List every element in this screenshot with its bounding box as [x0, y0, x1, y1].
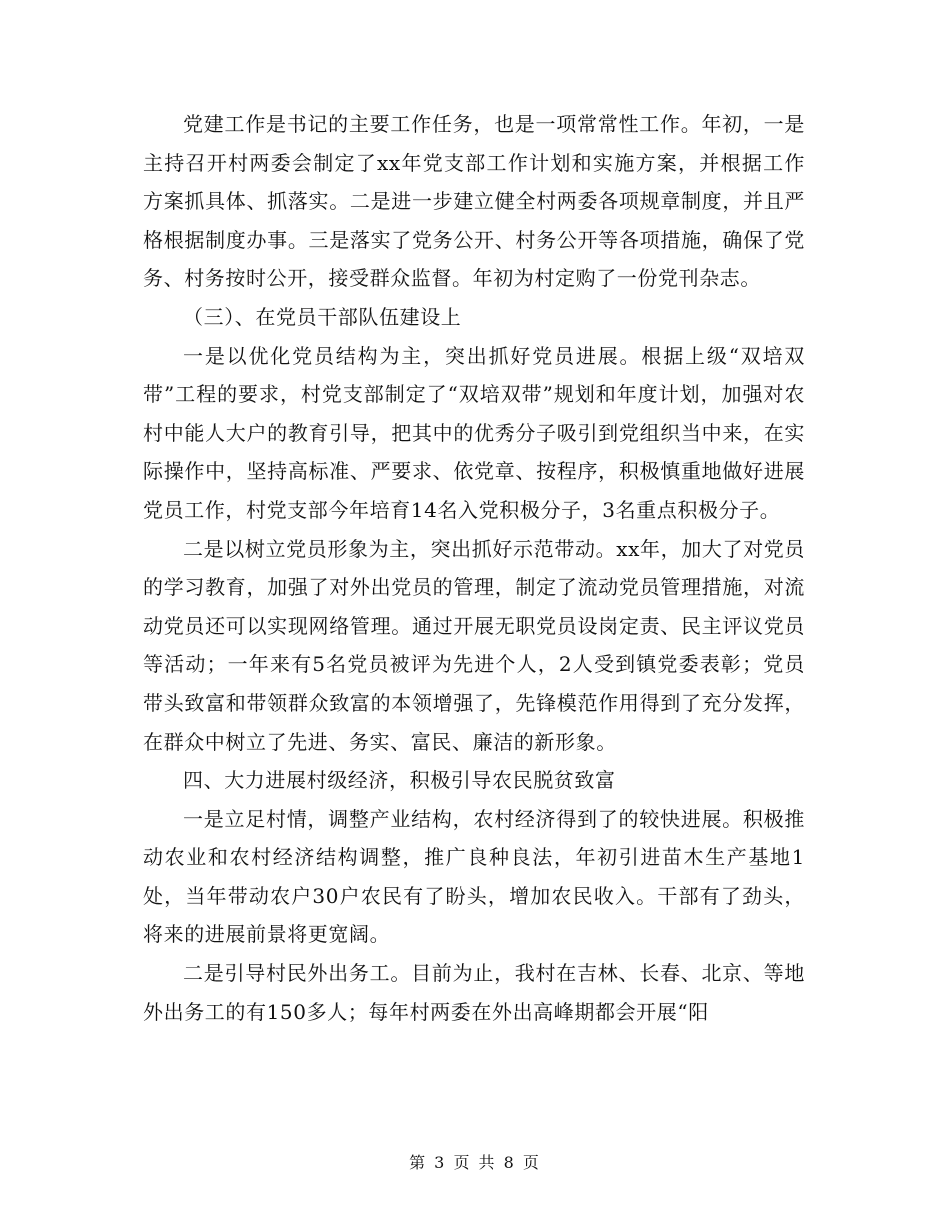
paragraph-party-building: 党建工作是书记的主要工作任务，也是一项常常性工作。年初，一是主持召开村两委会制定了xx年党支部工作计划和实施方案，并根据工作方案抓具体、抓落实。二是进一步建立健全村两委各项规章制度，并且严格根据制度办事。三是落实了党务公开、村务公开等各项措施，确保了党务、村务按时公开，接受群众监督。年初为村定购了一份党刊杂志。 [143, 112, 805, 291]
paragraph-industry-structure: 一是立足村情，调整产业结构，农村经济得到了的较快进展。积极推动农业和农村经济结构调整，推广良种良法，年初引进苗木生产基地1处，当年带动农户30户农民有了盼头，增加农民收入。干部有了劲头，将来的进展前景将更宽阔。 [143, 806, 805, 947]
section-heading-village-economy: 四、大力进展村级经济，积极引导农民脱贫致富 [183, 768, 616, 793]
paragraph-member-structure: 一是以优化党员结构为主，突出抓好党员进展。根据上级“双培双带”工程的要求，村党支部制定了“双培双带”规划和年度计划，加强对农村中能人大户的教育引导，把其中的优秀分子吸引到党组织当中来，在实际操作中，坚持高标准、严要求、依党章、按程序，积极慎重地做好进展党员工作，村党支部今年培育14名入党积极分子，3名重点积极分子。 [143, 343, 805, 522]
section-heading-cadre-team: （三）、在党员干部队伍建设上 [183, 304, 462, 329]
paragraph-migrant-work: 二是引导村民外出务工。目前为止，我村在吉林、长春、北京、等地外出务工的有150多人；每年村两委在外出高峰期都会开展“阳 [143, 961, 805, 1024]
paragraph-member-image: 二是以树立党员形象为主，突出抓好示范带动。xx年，加大了对党员的学习教育，加强了对外出党员的管理，制定了流动党员管理措施，对流动党员还可以实现网络管理。通过开展无职党员设岗定责、民主评议党员等活动；一年来有5名党员被评为先进个人，2人受到镇党委表彰；党员带头致富和带领群众致富的本领增强了，先锋模范作用得到了充分发挥，在群众中树立了先进、务实、富民、廉洁的新形象。 [143, 536, 805, 754]
document-body [143, 105, 805, 1031]
page-number-footer: 第 3 页 共 8 页 [409, 1153, 541, 1172]
